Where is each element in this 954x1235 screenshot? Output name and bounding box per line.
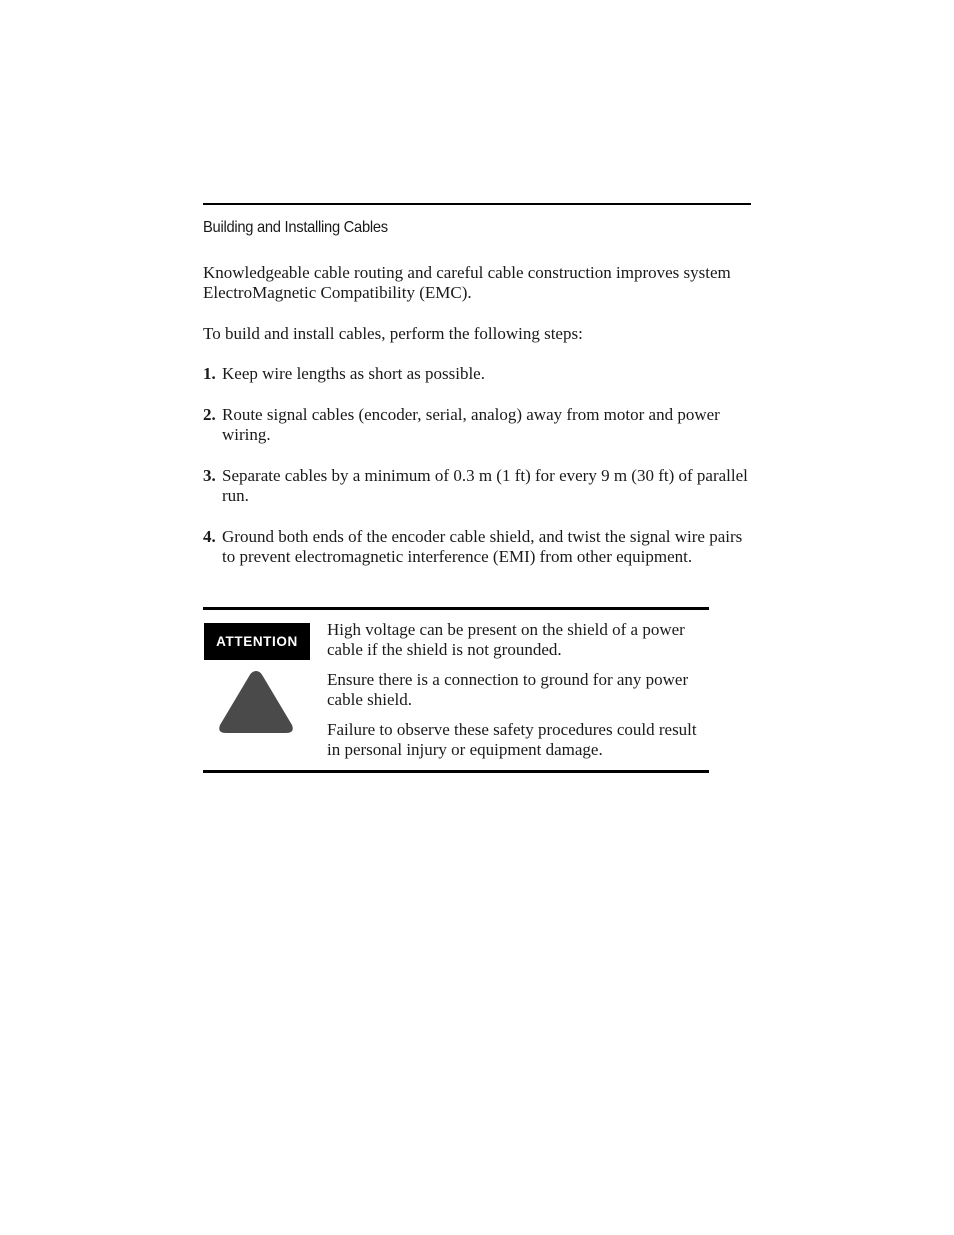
- attention-paragraph-failure: Failure to observe these safety procedures could result in personal injury or equipment damage.: [327, 720, 697, 759]
- step-text: Route signal cables (encoder, serial, analog) away from motor and power wiring.: [222, 405, 720, 444]
- step-number: 3.: [203, 466, 216, 485]
- step-item-3: [203, 466, 751, 506]
- step-text: Ground both ends of the encoder cable shield, and twist the signal wire pairs to prevent electromagnetic interference (EMI) from other equipment.: [222, 527, 743, 566]
- warning-triangle-icon: [216, 667, 296, 737]
- step-item-2: [203, 405, 751, 445]
- attention-label: ATTENTION: [204, 623, 310, 660]
- step-text: Separate cables by a minimum of 0.3 m (1 ft) for every 9 m (30 ft) of parallel run.: [222, 466, 748, 505]
- intro-paragraph-emc: Knowledgeable cable routing and careful cable construction improves system ElectroMagnetic Compatibility (EMC).: [203, 263, 731, 302]
- intro-paragraph-steps: To build and install cables, perform the following steps:: [203, 324, 583, 343]
- attention-notice: [203, 607, 709, 773]
- section-heading: Building and Installing Cables: [203, 219, 388, 236]
- attention-paragraph-ground: Ensure there is a connection to ground for any power cable shield.: [327, 670, 689, 709]
- section-top-rule: [203, 203, 751, 205]
- step-number: 4.: [203, 527, 216, 546]
- step-number: 1.: [203, 364, 216, 383]
- step-item-4: [203, 527, 751, 567]
- step-item-1: [203, 364, 751, 384]
- step-number: 2.: [203, 405, 216, 424]
- attention-paragraph-voltage: High voltage can be present on the shield of a power cable if the shield is not grounded.: [327, 620, 685, 659]
- step-text: Keep wire lengths as short as possible.: [222, 364, 485, 383]
